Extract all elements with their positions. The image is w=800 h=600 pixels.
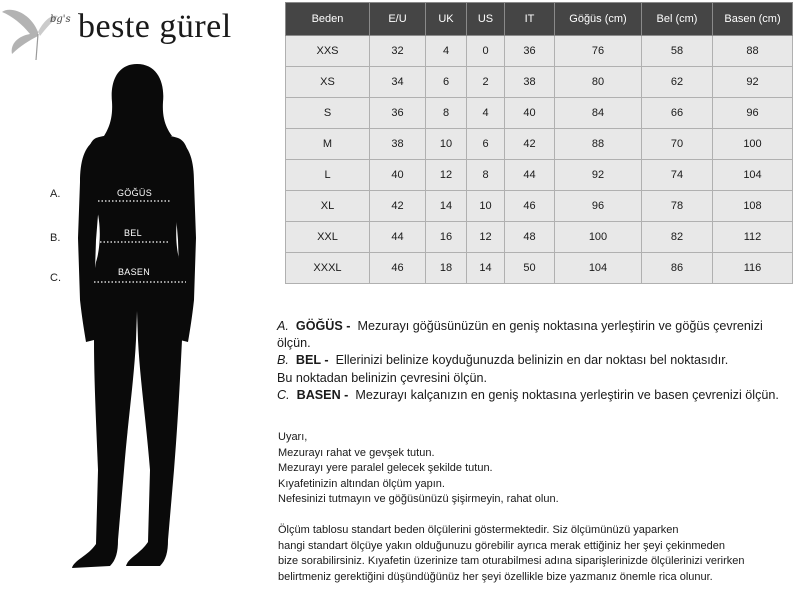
table-cell: 6: [426, 67, 467, 98]
table-cell: L: [286, 160, 370, 191]
table-cell: 10: [467, 191, 505, 222]
table-row: [286, 129, 793, 160]
header-cell: UK: [426, 3, 467, 36]
table-cell: 38: [505, 67, 555, 98]
table-cell: 44: [370, 222, 426, 253]
table-header-row: [286, 3, 793, 36]
table-cell: 36: [505, 36, 555, 67]
table-cell: 78: [642, 191, 713, 222]
header-cell: IT: [505, 3, 555, 36]
instruction-term: BEL -: [295, 353, 329, 368]
table-cell: 76: [555, 36, 642, 67]
table-cell: 112: [713, 222, 793, 253]
instruction-letter: B.: [277, 353, 289, 368]
size-table: [285, 2, 793, 284]
table-cell: 58: [642, 36, 713, 67]
table-cell: 0: [467, 36, 505, 67]
instruction-text: Mezurayı kalçanızın en geniş noktasına yerleştirin ve basen çevrenizi ölçün.: [355, 387, 779, 402]
table-row: [286, 98, 793, 129]
marker-c-letter: C.: [50, 272, 61, 284]
instruction-b-extra: Bu noktadan belinizin çevresini ölçün.: [277, 370, 488, 385]
warning-item: Mezurayı rahat ve gevşek tutun.: [278, 446, 435, 459]
table-cell: 62: [642, 67, 713, 98]
table-cell: 12: [426, 160, 467, 191]
table-cell: 74: [642, 160, 713, 191]
marker-b-label: BEL: [124, 228, 142, 238]
table-cell: 14: [467, 253, 505, 284]
instruction-term: BASEN -: [296, 387, 349, 402]
table-cell: 40: [505, 98, 555, 129]
table-cell: 88: [713, 36, 793, 67]
warning-item: Kıyafetinizin altından ölçüm yapın.: [278, 477, 445, 490]
header-cell: US: [467, 3, 505, 36]
measurement-instructions: [277, 318, 793, 404]
size-chart-note: [278, 523, 794, 585]
table-cell: 66: [642, 98, 713, 129]
table-cell: 42: [370, 191, 426, 222]
table-cell: 46: [505, 191, 555, 222]
instruction-letter: C.: [277, 387, 290, 402]
table-cell: 40: [370, 160, 426, 191]
table-cell: 38: [370, 129, 426, 160]
header-cell: Beden: [286, 3, 370, 36]
marker-a-label: GÖĞÜS: [117, 188, 153, 198]
warnings-title: Uyarı,: [278, 431, 308, 443]
table-row: [286, 253, 793, 284]
table-cell: 70: [642, 129, 713, 160]
table-row: [286, 160, 793, 191]
instruction-a: [277, 318, 793, 352]
table-cell: 34: [370, 67, 426, 98]
instruction-c: [277, 387, 793, 404]
table-cell: XXL: [286, 222, 370, 253]
table-cell: 36: [370, 98, 426, 129]
note-line: hangi standart ölçüye yakın olduğunuzu görebilir ayrıca merak ettiğiniz her şeyi çekinmeden: [278, 539, 725, 552]
table-cell: 86: [642, 253, 713, 284]
table-cell: 108: [713, 191, 793, 222]
table-cell: 82: [642, 222, 713, 253]
header-cell: Basen (cm): [713, 3, 793, 36]
marker-a-letter: A.: [50, 188, 61, 200]
table-cell: 12: [467, 222, 505, 253]
table-cell: 96: [713, 98, 793, 129]
table-row: [286, 191, 793, 222]
table-cell: XL: [286, 191, 370, 222]
table-cell: 104: [713, 160, 793, 191]
table-cell: 116: [713, 253, 793, 284]
instruction-b: [277, 352, 793, 369]
table-cell: 100: [713, 129, 793, 160]
marker-b-letter: B.: [50, 232, 61, 244]
table-cell: 50: [505, 253, 555, 284]
table-row: [286, 67, 793, 98]
table-cell: 44: [505, 160, 555, 191]
table-cell: 16: [426, 222, 467, 253]
table-cell: 4: [426, 36, 467, 67]
note-line: bize sorabilirsiniz. Kıyafetin üzerinize tam oturabilmesi adına siparişlerinizde ölçülerinizi verirken: [278, 555, 745, 568]
table-cell: 46: [370, 253, 426, 284]
table-cell: 10: [426, 129, 467, 160]
warnings: [278, 430, 794, 508]
table-cell: XS: [286, 67, 370, 98]
header-cell: Bel (cm): [642, 3, 713, 36]
table-row: [286, 222, 793, 253]
table-cell: 100: [555, 222, 642, 253]
table-cell: 104: [555, 253, 642, 284]
table-cell: 6: [467, 129, 505, 160]
warning-item: Nefesinizi tutmayın ve göğüsünüzü şişirmeyin, rahat olun.: [278, 493, 559, 506]
note-line: belirtmeniz gerektiğini düşündüğünüz her şeyi özellikle bize yazmanız önemle rica olunur.: [278, 570, 713, 583]
table-cell: XXXL: [286, 253, 370, 284]
table-cell: 92: [555, 160, 642, 191]
table-cell: 8: [467, 160, 505, 191]
table-cell: 14: [426, 191, 467, 222]
table-cell: M: [286, 129, 370, 160]
instruction-text: Mezurayı göğüsünüzün en geniş noktasına yerleştirin ve göğüs çevrenizi ölçün.: [277, 319, 763, 351]
table-cell: 80: [555, 67, 642, 98]
marker-c-label: BASEN: [118, 267, 151, 277]
instruction-letter: A.: [277, 319, 289, 333]
table-cell: 32: [370, 36, 426, 67]
note-line: Ölçüm tablosu standart beden ölçülerini göstermektedir. Siz ölçümünüzü yaparken: [278, 524, 679, 536]
brand-script: bg's: [50, 14, 71, 25]
table-cell: 18: [426, 253, 467, 284]
table-cell: 8: [426, 98, 467, 129]
header-cell: E/U: [370, 3, 426, 36]
warning-item: Mezurayı yere paralel gelecek şekilde tutun.: [278, 462, 493, 475]
table-cell: 2: [467, 67, 505, 98]
brand-name: beste gürel: [78, 8, 232, 45]
table-cell: 42: [505, 129, 555, 160]
header-cell: Göğüs (cm): [555, 3, 642, 36]
instruction-term: GÖĞÜS -: [295, 319, 351, 333]
table-cell: 48: [505, 222, 555, 253]
table-cell: 84: [555, 98, 642, 129]
body-silhouette: [0, 0, 280, 600]
table-cell: 92: [713, 67, 793, 98]
table-row: [286, 36, 793, 67]
table-cell: 96: [555, 191, 642, 222]
table-cell: 4: [467, 98, 505, 129]
table-cell: 88: [555, 129, 642, 160]
table-cell: S: [286, 98, 370, 129]
table-cell: XXS: [286, 36, 370, 67]
instruction-text: Ellerinizi belinize koyduğunuzda belinizin en dar noktası bel noktasıdır.: [335, 353, 729, 368]
